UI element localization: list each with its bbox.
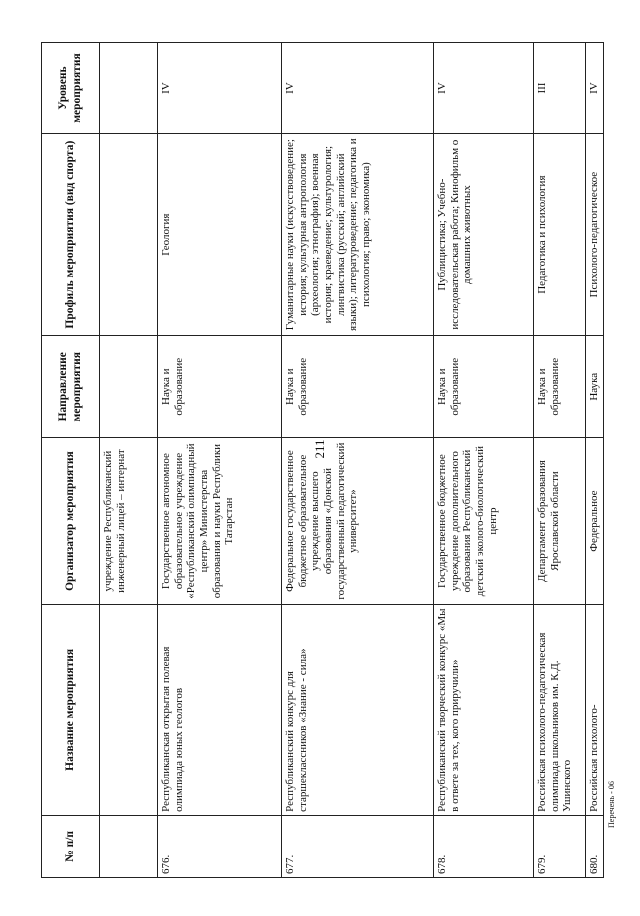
table-row [158, 43, 282, 878]
footer-code: Перечень - 06 [607, 781, 616, 828]
table-row [586, 43, 604, 878]
cell-num: 679. [534, 815, 586, 877]
cell-num: 678. [434, 815, 534, 877]
cell-direction: Наука и образование [282, 336, 434, 438]
rotated-table-wrapper [41, 42, 601, 878]
cell-direction: Наука и образование [434, 336, 534, 438]
cell-name [100, 604, 158, 815]
cell-name: Республиканский творческий конкурс «Мы в ответе за тех, кого приручили» [434, 604, 534, 815]
cell-name: Республиканский конкурс для старшеклассников «Знание - сила» [282, 604, 434, 815]
cell-level: IV [282, 43, 434, 134]
cell-num [100, 815, 158, 877]
cell-level: III [534, 43, 586, 134]
cell-num: 677. [282, 815, 434, 877]
cell-organizer: Федеральное государственное бюджетное образовательное учреждение высшего образования «Донской государственный педагогический университет» [282, 438, 434, 605]
cell-name: Республиканская открытая полевая олимпиада юных геологов [158, 604, 282, 815]
header-profile: Профиль мероприятия (вид спорта) [42, 134, 100, 336]
cell-name: Российская психолого-педагогическая олимпиада школьников им. К.Д. Ушинского [534, 604, 586, 815]
cell-profile [100, 134, 158, 336]
cell-name: Российская психолого- [586, 604, 604, 815]
header-level: Уровень мероприятия [42, 43, 100, 134]
table-row [534, 43, 586, 878]
cell-organizer: Департамент образования Ярославской области [534, 438, 586, 605]
cell-profile: Геология [158, 134, 282, 336]
cell-level: IV [158, 43, 282, 134]
header-organizer: Организатор мероприятия [42, 438, 100, 605]
events-table [41, 42, 604, 878]
cell-direction: Наука и образование [158, 336, 282, 438]
cell-num: 680. [586, 815, 604, 877]
cell-profile: Педагогика и психология [534, 134, 586, 336]
page-number: 211 [312, 439, 327, 459]
cell-direction [100, 336, 158, 438]
cell-direction: Наука [586, 336, 604, 438]
header-direction: Направление мероприятия [42, 336, 100, 438]
header-name: Название мероприятия [42, 604, 100, 815]
table-row [282, 43, 434, 878]
cell-organizer: Государственное бюджетное учреждение дополнительного образования Республиканский детский эколого-биологический центр [434, 438, 534, 605]
cell-direction: Наука и образование [534, 336, 586, 438]
header-num: № п/п [42, 815, 100, 877]
cell-profile: Публицистика; Учебно-исследовательская работа; Кинофильм о домашних животных [434, 134, 534, 336]
cell-level: IV [434, 43, 534, 134]
table-row [434, 43, 534, 878]
cell-level: IV [586, 43, 604, 134]
cell-num: 676. [158, 815, 282, 877]
cell-profile: Гуманитарные науки (искусствоведение; история; культурная антропология (археология; этнография); военная история; краеведение; культурология; лингвистика (русский; английский языки); литературоведение; педагогика и психология; право; экономика) [282, 134, 434, 336]
table-header-row [42, 43, 100, 878]
table-row [100, 43, 158, 878]
cell-organizer: Федеральное [586, 438, 604, 605]
cell-organizer: учреждение Республиканский инженерный лицей – интернат [100, 438, 158, 605]
cell-organizer: Государственное автономное образовательное учреждение «Республиканский олимпиадный центр» Министерства образования и науки Республики Татарстан [158, 438, 282, 605]
cell-level [100, 43, 158, 134]
cell-profile: Психолого-педагогическое [586, 134, 604, 336]
